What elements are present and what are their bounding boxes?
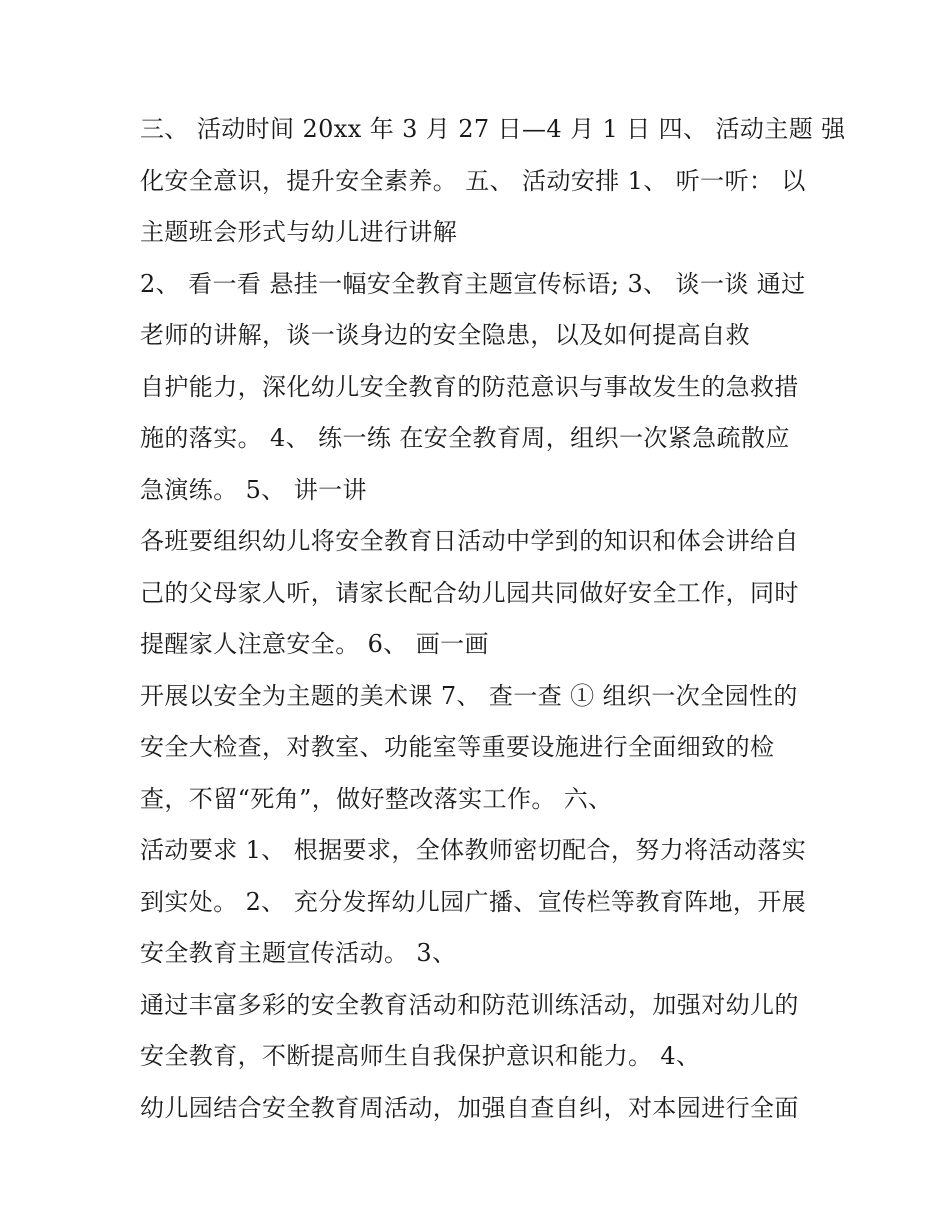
- text-line: 施的落实。 4、 练一练 在安全教育周，组织一次紧急疏散应: [140, 424, 790, 452]
- text-line: 活动要求 1、 根据要求，全体教师密切配合，努力将活动落实: [140, 836, 807, 864]
- text-line: 查，不留“死角”，做好整改落实工作。 六、: [140, 784, 613, 813]
- text-line: 安全教育，不断提高师生自我保护意识和能力。 4、: [140, 1042, 701, 1070]
- text-line: 提醒家人注意安全。 6、 画一画: [140, 630, 489, 658]
- text-line: 安全教育主题宣传活动。 3、: [140, 939, 457, 967]
- text-line: 急演练。 5、 讲一讲: [140, 475, 367, 504]
- text-line: 各班要组织幼儿将安全教育日活动中学到的知识和体会讲给自: [140, 527, 799, 555]
- text-line: 到实处。 2、 充分发挥幼儿园广播、宣传栏等教育阵地，开展: [140, 887, 807, 916]
- text-line: 自护能力，深化幼儿安全教育的防范意识与事故发生的急救措: [140, 372, 799, 401]
- text-line: 己的父母家人听，请家长配合幼儿园共同做好安全工作，同时: [140, 578, 799, 607]
- text-line: 通过丰富多彩的安全教育活动和防范训练活动，加强对幼儿的: [140, 990, 799, 1019]
- text-line: 幼儿园结合安全教育周活动，加强自查自纠，对本园进行全面: [140, 1093, 799, 1122]
- text-line: 开展以安全为主题的美术课 7、 查一查 ① 组织一次全园性的: [140, 681, 798, 710]
- document-body: [140, 104, 846, 1134]
- text-line: 老师的讲解，谈一谈身边的安全隐患，以及如何提高自救: [140, 321, 750, 349]
- text-line: 安全大检查，对教室、功能室等重要设施进行全面细致的检: [140, 733, 775, 761]
- text-line: 2、 看一看 悬挂一幅安全教育主题宣传标语; 3、 谈一谈 通过: [140, 269, 806, 298]
- text-line: 三、 活动时间 20xx 年 3 月 27 日—4 月 1 日 四、 活动主题 强: [140, 115, 846, 143]
- text-line: 化安全意识，提升安全素养。 五、 活动安排 1、 听一听： 以: [140, 166, 806, 195]
- text-line: 主题班会形式与幼儿进行讲解: [140, 218, 458, 246]
